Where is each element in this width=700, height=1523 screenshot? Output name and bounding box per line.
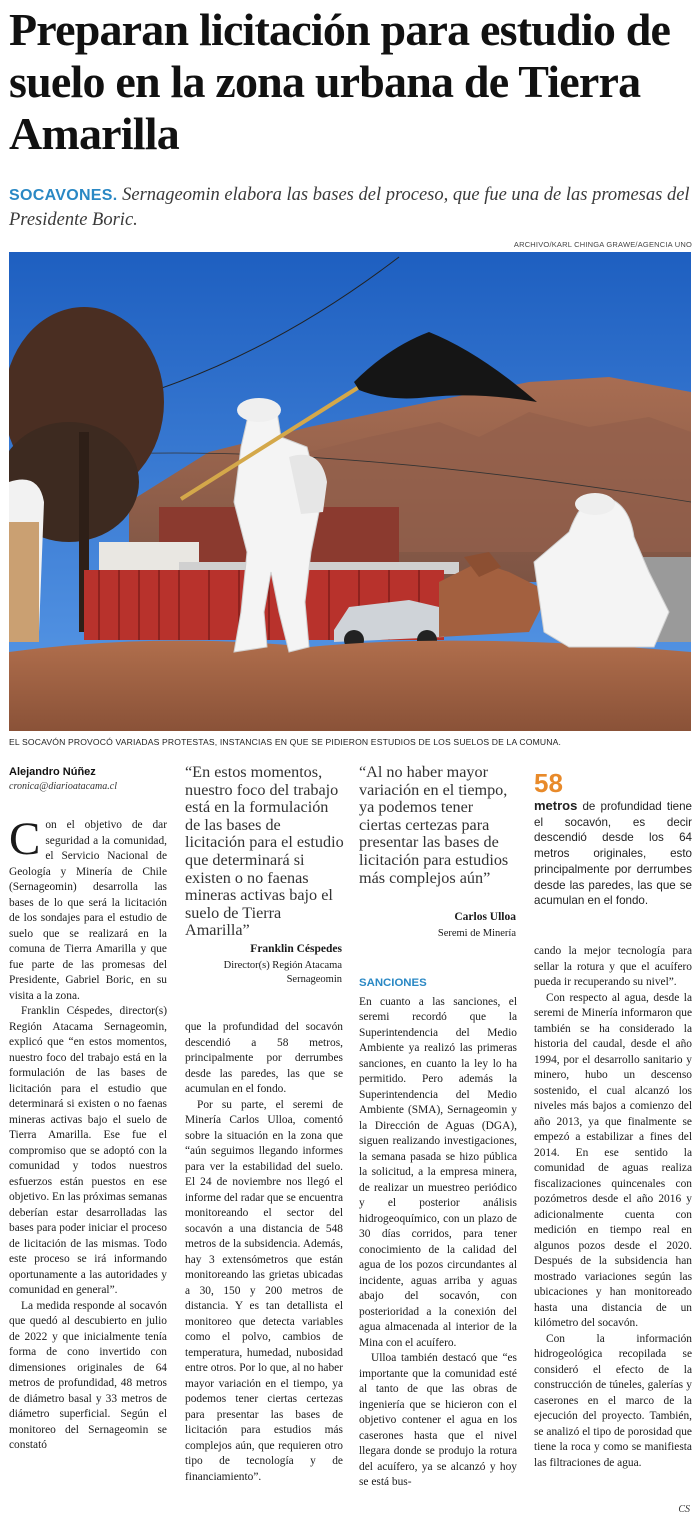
- author-email: cronica@diarioatacama.cl: [9, 781, 117, 792]
- paragraph-text: on el objetivo de dar seguridad a la comunidad, el Servicio Nacional de Geología y Minería de Chile (Sernageomin) desarrolla las bases de lo que será la licitación de los sondajes para el estudio de suelo que se realizará en la comuna de Tierra Amarilla y que fue parte de las promesas del Presidente, Gabriel Boric, en su visita a la zona.: [9, 819, 167, 1002]
- stat-number: 58: [534, 768, 563, 798]
- headline: Preparan licitación para estudio de suelo en la zona urbana de Tierra Amarilla: [9, 4, 671, 159]
- body-column-1: [9, 813, 167, 1454]
- paragraph: En cuanto a las sanciones, el seremi recordó que la Superintendencia del Medio Ambiente ya realizó las primeras sanciones, en cuanto la ley lo ha permitido. Pero además la Superintendencia del Medio Ambiente (SMA), Sernageomin y la Dirección de Aguas (DGA), siguen realizando investigaciones, la semana pasada se hizo pública la solicitud, a la empresa minera, de realizar un muestreo periódico y el posterior análisis hidrogeoquímico, con un plazo de 30 días corridos, para tener conocimiento de la calidad del agua de los pozos circundantes al incidente, aguas arriba y aguas abajo del socavón, con posterioridad a la conexión del agua almacenada al interior de la Mina con el acuífero.: [359, 995, 517, 1349]
- paragraph: que la profundidad del socavón descendió a 58 metros, principalmente por derrumbes desde las paredes, las que se acumulan en el fondo.: [185, 1021, 343, 1095]
- photo-credit: ARCHIVO/KARL CHINGA GRAWE/AGENCIA UNO: [513, 240, 692, 249]
- paragraph: Franklin Céspedes, director(s) Región Atacama Sernageomin, explicó que “en estos momentos, nuestro foco del trabajo está en la formulación de las bases de licitación para el estudio que determinará si existen o no faenas mineras activas bajo el suelo de Tierra Amarilla. Ese fue el compromiso que se adoptó con la comunidad y todos nuestros esfuerzos están puestos en ese objetivo. En las próximas semanas deberían estar desarrolladas las bases para poder iniciar el proceso de licitación de las mismas. Todo este proceso se irá informando oportunamente a las autoridades y comunidad en general”.: [9, 1005, 167, 1296]
- stat-unit: metros: [534, 798, 578, 813]
- paragraph: Por su parte, el seremi de Minería Carlos Ulloa, comentó sobre la situación en la zona que “aún seguimos llegando informes para ver la estabilidad del suelo. El 24 de noviembre nos llegó el informe del radar que se encuentra monitoreando el sector del socavón a una distancia de 548 metros de la subsidencia. Además, hay 3 extensómetros que están monitoreando las grietas ubicadas a 30, 150 y 200 metros de distancia. Y es tan detallista el monitoreo que detecta variables como el polvo, cambios de temperatura, humedad, nubosidad entre otros. Por lo que, al no haber mayor variación en el tiempo, ya podemos tener ciertas certezas para presentar las bases de licitación para estudios más complejos aún, que requieren otro tipo de tecnología y de financiamiento”.: [185, 1098, 343, 1483]
- drop-cap: C: [9, 813, 41, 865]
- pull-quote-1: “En estos momentos, nuestro foco del trabajo está en la formulación de las bases de licitación para el estudio que determinará si existen o no faenas mineras activas bajo el suelo de Tierra Amarilla”: [185, 763, 344, 940]
- paragraph: cando la mejor tecnología para sellar la rotura y que el acuífero pueda ir recuperando su nivel”.: [534, 945, 692, 988]
- byline: [9, 766, 169, 792]
- quote-author-name: Franklin Céspedes: [250, 943, 342, 955]
- paragraph: [9, 813, 167, 1004]
- pull-quote-1-attribution: [185, 943, 342, 987]
- section-subhead: SANCIONES: [359, 977, 427, 989]
- paragraph: Ulloa también destacó que “es importante que la comunidad esté al tanto de que las obras de ingeniería que se hicieron con el objetivo contener el agua en los caserones hasta que el nivel llegara donde se produjo la rotura del acuífero, ya se alcanzó y hoy se está bus-: [359, 1352, 517, 1488]
- kicker: SOCAVONES.: [9, 187, 118, 204]
- body-column-4: [534, 944, 692, 1471]
- deck: [9, 183, 694, 232]
- article-photo: [9, 252, 691, 731]
- stat-text: de profundidad tiene el socavón, es decir descendió desde los 64 metros originales, esto principalmente por derrumbes desde las paredes, las que se acumulan en el fondo.: [534, 800, 692, 908]
- quote-author-role: Director(s) Región Atacama Sernageomin: [223, 960, 342, 985]
- quote-author-name: Carlos Ulloa: [454, 911, 516, 923]
- stat-box: [534, 768, 692, 909]
- pull-quote-2-attribution: [359, 911, 516, 941]
- author-name: Alejandro Núñez: [9, 766, 96, 778]
- paragraph: La medida responde al socavón que quedó al descubierto en julio de 2022 y que inicialmente tenía forma de cono invertido con dimensiones originales de 64 metros de profundidad, 48 metros de diámetro basal y 33 metros de diámetro superficial. Según el monitoreo del Sernageomin se constató: [9, 1299, 167, 1451]
- quote-author-role: Seremi de Minería: [437, 928, 516, 939]
- pull-quote-2: “Al no haber mayor variación en el tiempo, ya podemos tener ciertas certezas para presentar las bases de licitación para estudios más complejos aún”: [359, 763, 509, 887]
- photo-caption: EL SOCAVÓN PROVOCÓ VARIADAS PROTESTAS, INSTANCIAS EN QUE SE PIDIERON ESTUDIOS DE LOS SUELOS DE LA COMUNA.: [9, 737, 562, 747]
- deck-text: Sernageomin elabora las bases del proceso, que fue una de las promesas del Presidente Boric.: [9, 185, 690, 230]
- body-column-3: [359, 976, 517, 1491]
- paragraph: Con la información hidrogeológica recopilada se consideró el efecto de la construcción de túneles, galerías y caserones en el marco de la ejecución del proyecto. También, se analizó el tipo de porosidad que tiene la roca y como se manifiesta las filtraciones de agua.: [534, 1332, 692, 1469]
- body-column-2: [185, 1020, 343, 1485]
- paragraph: Con respecto al agua, desde la seremi de Minería informaron que también se ha considerado la historia del caudal, desde el año 1994, por el desarrollo sanitario y minero, hubo un descenso sostenido, el cual alcanzó los niveles más bajos a comienzo del año 2013, ya que finalmente se empezó a estabilizar a fines del 2014. En ese sentido la comunidad de aguas realiza fiscalizaciones quincenales con pozómetros desde el año 2016 y adicionalmente cuenta con medición en tiempo real en algunos pozos desde el 2020. Después de la subsidencia han mostrado variaciones según las ubicaciones y han monitoreado hasta una distancia de un kilómetro del socavón.: [534, 991, 692, 1329]
- end-mark: CS: [678, 1504, 690, 1515]
